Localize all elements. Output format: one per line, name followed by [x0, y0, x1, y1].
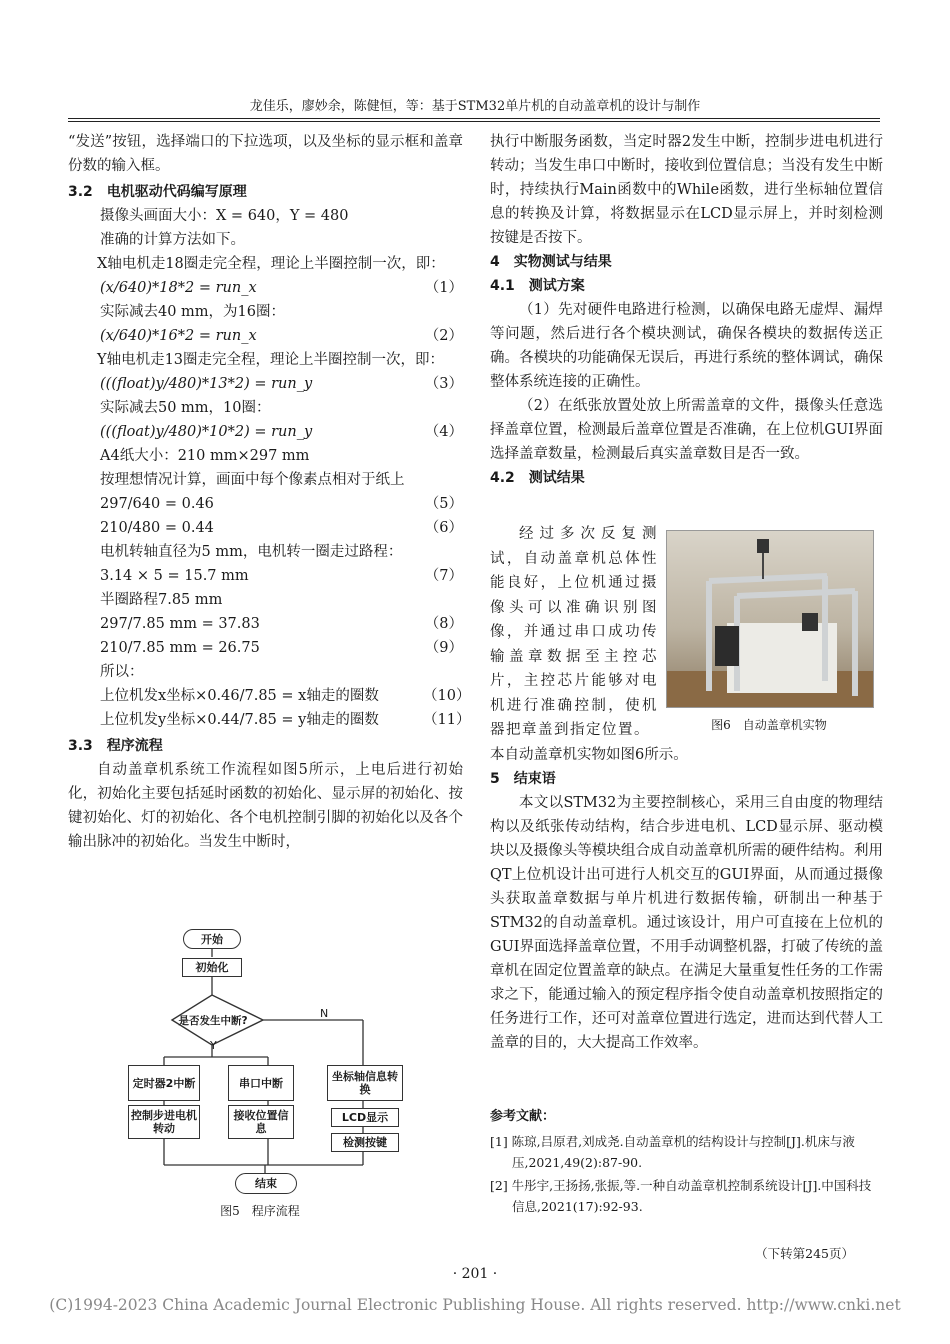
- text-line: 电机转轴直径为5 mm，电机转一圈走过路程：: [100, 544, 403, 560]
- reference-item: [1] 陈琼,吕原君,刘成尧.自动盖章机的结构设计与控制[J].机床与液压,2021,49(2):87-90.: [490, 1134, 855, 1170]
- equation-9: 210/7.85 mm = 26.75 （9）: [100, 640, 463, 656]
- text-line: 实际减去40 mm，为16圈：: [100, 304, 286, 320]
- left-column: [68, 130, 471, 854]
- section-heading-3-2: 3.2 电机驱动代码编写原理: [68, 184, 247, 200]
- text-line: 所以：: [100, 664, 144, 680]
- paragraph: （2）在纸张放置处放上所需盖章的文件，摄像头任意选择盖章位置，检测最后盖章位置是否准确，在上位机GUI界面选择盖章数量，检测最后真实盖章数目是否一致。: [490, 398, 883, 462]
- text-line: 摄像头画面大小：X = 640，Y = 480: [100, 208, 349, 224]
- flow-timer-interrupt: 定时器2中断: [128, 1065, 200, 1101]
- equation-3: (((float)y/480)*13*2) = run_y （3）: [100, 376, 463, 392]
- header-rule-top: [68, 118, 880, 119]
- references: [490, 1106, 883, 1217]
- copyright-notice: (C)1994-2023 China Academic Journal Electronic Publishing House. All rights reserved. http://www.cnki.net: [49, 1296, 901, 1314]
- flow-yes-label: Y: [210, 1039, 217, 1052]
- section-heading-4-1: 4.1 测试方案: [490, 278, 585, 294]
- reference-item: [2] 牛彤宇,王扬扬,张振,等.一种自动盖章机控制系统设计[J].中国科技信息,2021(17):92-93.: [490, 1178, 872, 1214]
- equation-7: 3.14 × 5 = 15.7 mm （7）: [100, 568, 463, 584]
- flow-receive-position: 接收位置信息: [228, 1105, 294, 1139]
- equation-6: 210/480 = 0.44 （6）: [100, 520, 463, 536]
- references-title: 参考文献：: [490, 1109, 556, 1124]
- continued-note: （下转第245页）: [755, 1246, 854, 1261]
- flowchart-connectors: [120, 925, 420, 1200]
- flow-coord-convert: 坐标轴信息转换: [327, 1065, 403, 1101]
- paragraph: 本文以STM32为主要控制核心，采用三自由度的物理结构以及纸张传动结构，结合步进电机、LCD显示屏、驱动模块以及摄像头等模块组合成自动盖章机所需的硬件结构。利用QT上位机设计出可进行人机交互的GUI界面，从而通过摄像头获取盖章数据与单片机进行数据传输，研制出一种基于STM32的自动盖章机。通过该设计，用户可直接在上位机的GUI界面选择盖章位置，不用手动调整机器，打破了传统的盖章机在固定位置盖章的缺点。在满足大量重复性任务的工作需求之下，能通过输入的预定程序指令使自动盖章机按照指定的任务进行工作，还可对盖章位置进行选定，进而达到代替人工盖章的目的，大大提高工作效率。: [490, 795, 883, 1051]
- section-heading-5: 5 结束语: [490, 771, 556, 787]
- flow-start: 开始: [183, 929, 241, 949]
- text-line: 实际减去50 mm，10圈：: [100, 400, 271, 416]
- equation-8: 297/7.85 mm = 37.83 （8）: [100, 616, 463, 632]
- flow-no-label: N: [320, 1007, 329, 1020]
- text-line: 半圈路程7.85 mm: [100, 592, 223, 608]
- equation-1: (x/640)*18*2 = run_x （1）: [100, 280, 463, 296]
- paragraph: Y轴电机走13圈走完全程，理论上半圈控制一次，即：: [97, 352, 445, 368]
- right-column: [490, 130, 883, 490]
- equation-11: 上位机发y坐标×0.44/7.85 = y轴走的圈数 （11）: [100, 712, 471, 728]
- equation-10: 上位机发x坐标×0.46/7.85 = x轴走的圈数 （10）: [100, 688, 471, 704]
- section-heading-3-3: 3.3 程序流程: [68, 738, 163, 754]
- flow-init: 初始化: [182, 958, 242, 977]
- flow-motor-control: 控制步进电机转动: [128, 1105, 200, 1139]
- figure-5-caption: 图5 程序流程: [220, 1204, 300, 1218]
- figure-6-caption: 图6 自动盖章机实物: [711, 718, 827, 732]
- machine-photo-sketch: [667, 531, 873, 707]
- paragraph: 自动盖章机系统工作流程如图5所示，上电后进行初始化，初始化主要包括延时函数的初始化、显示屏的初始化、按键初始化、灯的初始化、各个电机控制引脚的初始化以及各个输出脉冲的初始化。当发生中断时，: [68, 762, 463, 850]
- flow-check-key: 检测按键: [331, 1133, 399, 1152]
- flow-end: 结束: [235, 1173, 297, 1194]
- paragraph: “发送”按钮，选择端口的下拉选项，以及坐标的显示框和盖章份数的输入框。: [68, 134, 463, 174]
- equation-2: (x/640)*16*2 = run_x （2）: [100, 328, 463, 344]
- paragraph: 执行中断服务函数，当定时器2发生中断，控制步进电机进行转动；当发生串口中断时，接收到位置信息；当没有发生中断时，持续执行Main函数中的While函数，进行坐标轴位置信息的转换及计算，将数据显示在LCD显示屏上，并时刻检测按键是否按下。: [490, 134, 883, 246]
- flow-uart-interrupt: 串口中断: [228, 1065, 294, 1101]
- text-line: 本自动盖章机实物如图6所示。: [490, 747, 688, 763]
- equation-5: 297/640 = 0.46 （5）: [100, 496, 463, 512]
- equation-4: (((float)y/480)*10*2) = run_y （4）: [100, 424, 463, 440]
- text-line: 按理想情况计算，画面中每个像素点相对于纸上: [100, 472, 405, 488]
- test-result-text: 经过多次反复测试，自动盖章机总体性能良好，上位机通过摄像头可以准确识别图像，并通过串口成功传输盖章数据至主控芯片，主控芯片能够对电机进行准确控制，使机器把章盖到指定位置。: [490, 526, 658, 738]
- figure-6-photo: [666, 530, 874, 708]
- section-heading-4: 4 实物测试与结果: [490, 254, 612, 270]
- running-header: 龙佳乐，廖妙余，陈健恒，等：基于STM32单片机的自动盖章机的设计与制作: [249, 99, 701, 114]
- right-column-lower: [490, 743, 883, 1055]
- text-line: 准确的计算方法如下。: [100, 232, 245, 248]
- section-heading-4-2: 4.2 测试结果: [490, 470, 585, 486]
- text-line: A4纸大小：210 mm×297 mm: [100, 448, 310, 464]
- flow-lcd-display: LCD显示: [331, 1108, 399, 1127]
- flow-decision: 是否发生中断?: [178, 1015, 248, 1027]
- paragraph: X轴电机走18圈走完全程，理论上半圈控制一次，即：: [97, 256, 445, 272]
- paragraph: （1）先对硬件电路进行检测，以确保电路无虚焊、漏焊等问题，然后进行各个模块测试，确保各模块的数据传送正确。各模块的功能确保无误后，再进行系统的整体调试，确保整体系统连接的正确性。: [490, 302, 883, 390]
- header-rule-bottom: [68, 121, 880, 122]
- page-number: · 201 ·: [452, 1266, 498, 1282]
